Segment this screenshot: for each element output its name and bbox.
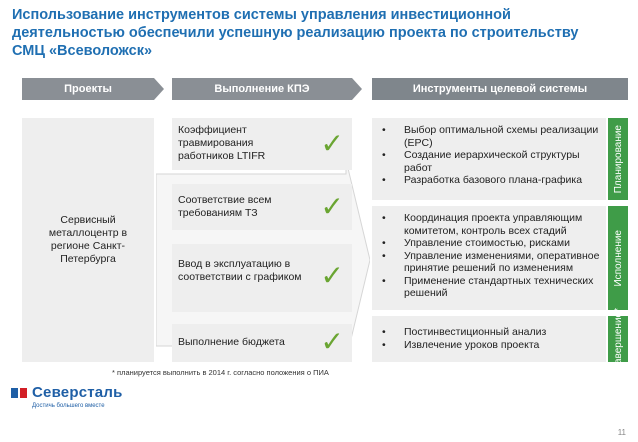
header-chevron-1 [154, 78, 164, 100]
tool-item: • Разработка базового плана-графика [378, 174, 600, 187]
kpe-item [172, 118, 352, 170]
project-box [22, 118, 154, 362]
tool-item: • Применение стандартных технических решений [378, 275, 600, 300]
kpe-label: Коэффициент травмирования работников LTIFR [178, 124, 266, 162]
tool-item: • Координация проекта управляющим комитетом, контроль всех стадий [378, 212, 600, 237]
tools-completion [372, 316, 606, 362]
tools-execution [372, 206, 606, 310]
severstal-logo-icon [10, 385, 28, 401]
page-title: Использование инструментов системы управления инвестиционной деятельностью обеспечили успешную реализацию проекта по строительству СМЦ «Всеволожск» [12, 7, 579, 59]
phase-tab-planning [608, 118, 628, 200]
phase-label: Исполнение [612, 229, 624, 287]
checkmark-icon: ✓ [320, 260, 344, 291]
kpe-item [172, 324, 352, 362]
tools-planning [372, 118, 606, 200]
tool-item: • Управление изменениями, оперативное принятие решений по изменениям [378, 250, 600, 275]
logo-slogan: Достичь большего вместе [32, 403, 105, 409]
kpe-item [172, 244, 352, 312]
phase-tab-completion [608, 307, 628, 371]
logo-name: Северсталь [32, 384, 123, 401]
checkmark-icon: ✓ [320, 326, 344, 357]
project-label: Сервисный металлоцентр в регионе Санкт-Петербурга [48, 214, 128, 265]
tool-item: • Выбор оптимальной схемы реализации (EPC) [378, 124, 600, 149]
header-projects: Проекты [22, 78, 154, 100]
page-number: 11 [617, 428, 626, 437]
header-kpe: Выполнение КПЭ [172, 78, 352, 100]
kpe-item [172, 184, 352, 230]
header-chevron-2 [352, 78, 362, 100]
tool-item: • Постинвестиционный анализ [378, 326, 600, 339]
tool-item: • Создание иерархической структуры работ [378, 149, 600, 174]
phase-label: Завершение* [612, 307, 624, 371]
kpe-label: Соответствие всем требованиям ТЗ [178, 194, 272, 219]
kpe-label: Выполнение бюджета [178, 336, 285, 348]
phase-tab-execution [608, 206, 628, 310]
checkmark-icon: ✓ [320, 128, 344, 159]
tool-item: • Извлечение уроков проекта [378, 339, 600, 352]
footnote: * планируется выполнить в 2014 г. согласно положения о ПИА [112, 368, 329, 377]
kpe-label: Ввод в эксплуатацию в соответствии с графиком [178, 258, 302, 283]
tool-item: • Управление стоимостью, рисками [378, 237, 600, 250]
checkmark-icon: ✓ [320, 191, 344, 222]
phase-label: Планирование [612, 124, 624, 194]
company-logo [10, 384, 122, 409]
header-tools: Инструменты целевой системы [372, 78, 628, 100]
